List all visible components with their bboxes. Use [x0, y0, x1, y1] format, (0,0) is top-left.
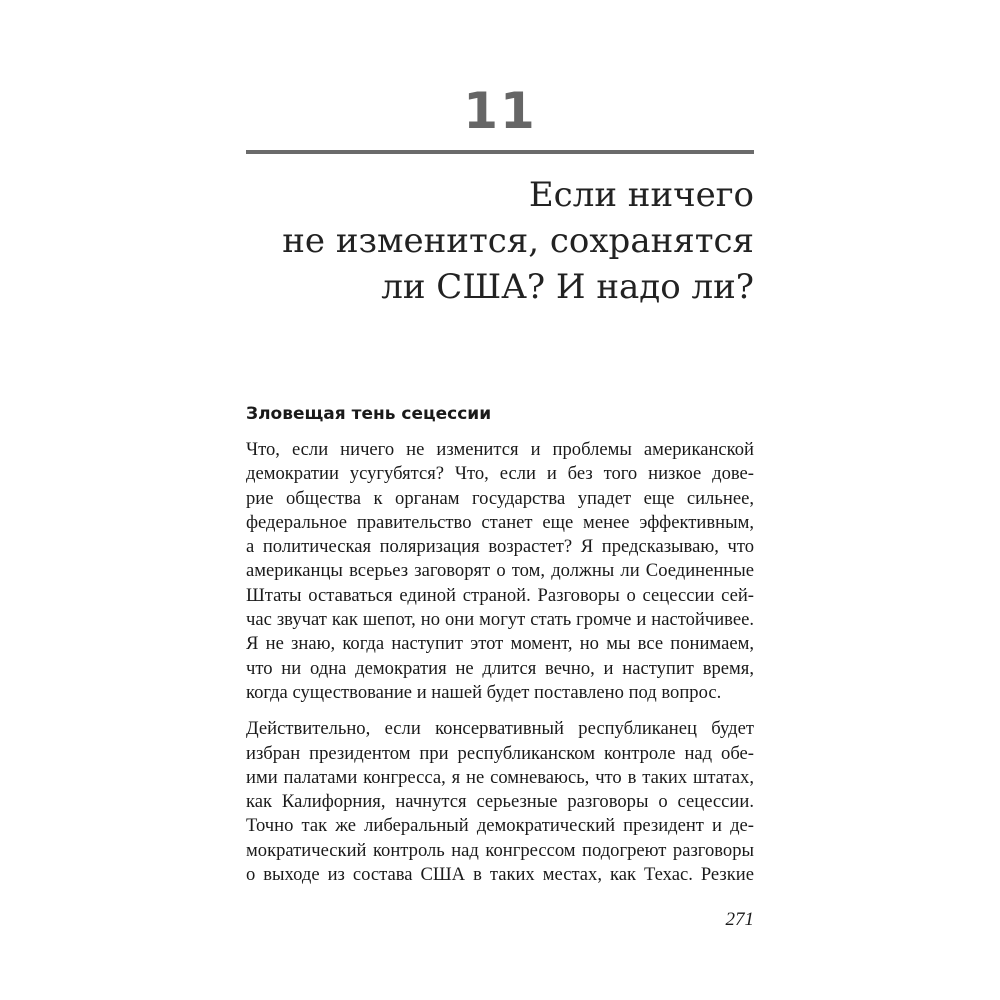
text-line: о выходе из состава США в таких местах, как Техас. Резкие	[246, 864, 754, 886]
text-line: что ни одна демократия не длится вечно, и наступит время,	[246, 657, 754, 679]
text-line: демократии усугубятся? Что, если и без того низкое дове-	[246, 463, 754, 485]
section-heading: Зловещая тень сецессии	[246, 404, 492, 424]
chapter-title	[246, 172, 754, 310]
book-page	[246, 0, 754, 1000]
text-line: час звучат как шепот, но они могут стать громче и настойчивее.	[246, 609, 754, 631]
text-line: федеральное правительство станет еще менее эффективным,	[246, 511, 754, 533]
text-line: Точно так же либеральный демократический президент и де-	[246, 815, 754, 837]
chapter-number: 11	[463, 82, 537, 140]
chapter-divider	[246, 150, 754, 154]
chapter-title-line: Если ничего	[528, 175, 754, 215]
text-line: рие общества к органам государства упадет еще сильнее,	[246, 487, 754, 509]
text-line: Действительно, если консервативный республиканец будет	[246, 718, 754, 740]
chapter-title-line: не изменится, сохранятся	[282, 221, 754, 261]
body-text	[246, 438, 754, 899]
text-line: Штаты оставаться единой страной. Разговоры о сецессии сей-	[246, 584, 754, 606]
text-line: избран президентом при республиканском контроле над обе-	[246, 742, 754, 764]
text-line: американцы всерьез заговорят о том, должны ли Соединенные	[246, 560, 754, 582]
text-line: как Калифорния, начнутся серьезные разговоры о сецессии.	[246, 791, 754, 813]
text-line: мократический контроль над конгрессом подогреют разговоры	[246, 839, 754, 861]
page-number: 271	[725, 909, 754, 930]
text-line: а политическая поляризация возрастет? Я предсказываю, что	[246, 536, 754, 558]
text-line: ими палатами конгресса, я не сомневаюсь, что в таких штатах,	[246, 766, 754, 788]
text-line: Что, если ничего не изменится и проблемы американской	[246, 439, 754, 460]
paragraph-2	[246, 717, 754, 887]
paragraph-1	[246, 438, 754, 705]
text-line: когда существование и нашей будет поставлено под вопрос.	[246, 681, 722, 703]
text-line: Я не знаю, когда наступит этот момент, но мы все понимаем,	[246, 633, 754, 655]
chapter-title-line: ли США? И надо ли?	[381, 267, 754, 307]
